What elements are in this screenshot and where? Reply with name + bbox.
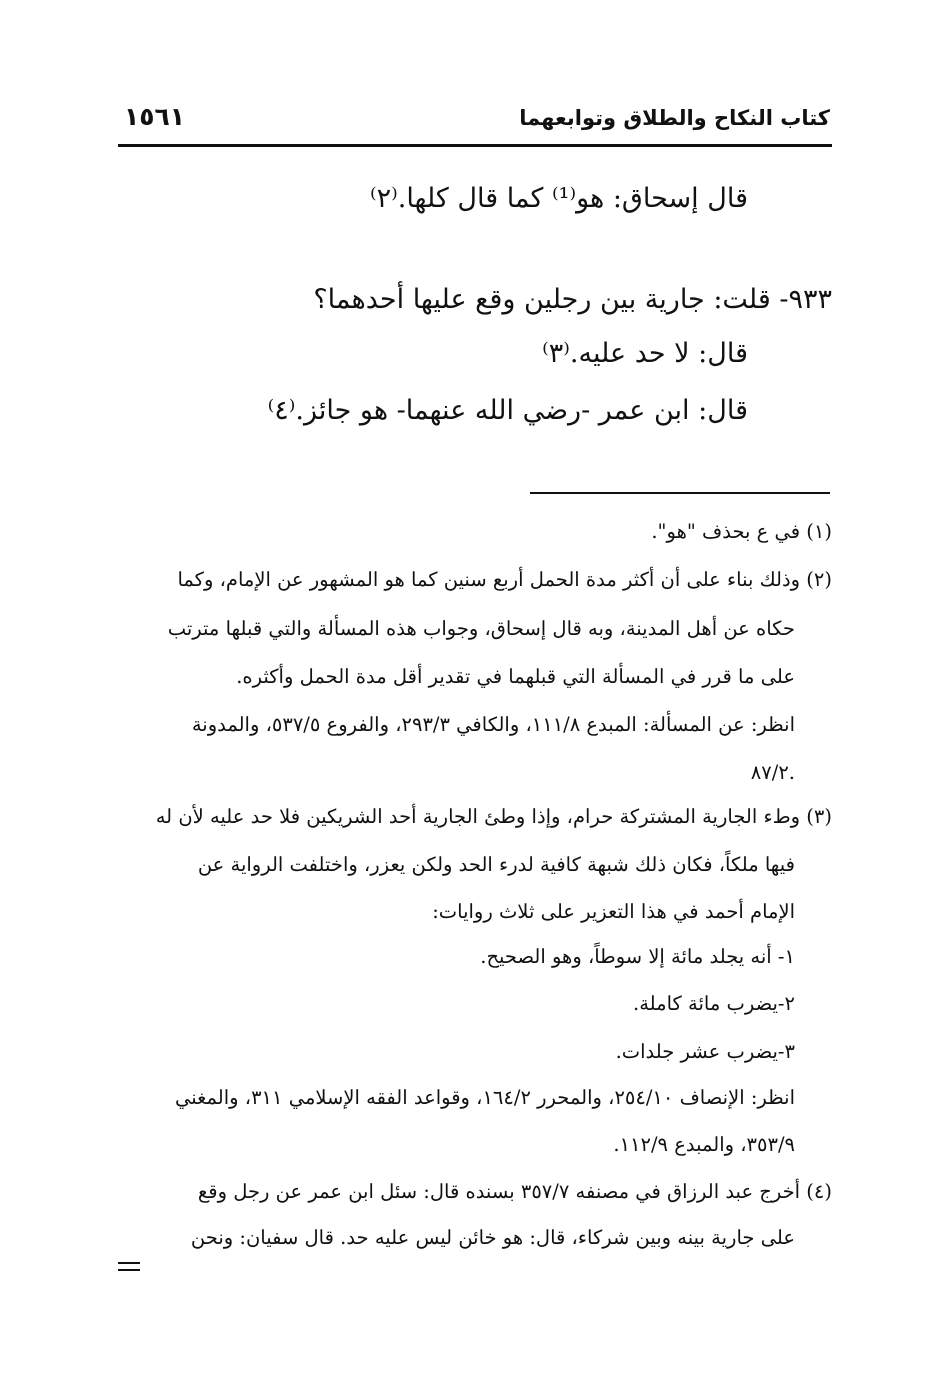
footnote-3-item-1: ١- أنه يجلد مائة إلا سوطاً، وهو الصحيح. xyxy=(480,945,795,968)
running-title: كتاب النكاح والطلاق وتوابعهما xyxy=(519,106,830,130)
footnote-4-line-2: على جارية بينه وبين شركاء، قال: هو خائن ليس عليه حد. قال سفيان: ونحن xyxy=(190,1226,795,1249)
footnote-2-line-3: على ما قرر في المسألة التي قبلهما في تقدير أقل مدة الحمل وأكثره. xyxy=(236,665,795,688)
footnote-3-line-1: (٣) وطء الجارية المشتركة حرام، وإذا وطئ الجارية أحد الشريكين فلا حد عليه لأن له xyxy=(155,805,832,828)
footnote-3-item-3: ٣-يضرب عشر جلدات. xyxy=(615,1040,795,1063)
footnote-2-line-5: ٨٧/٢. xyxy=(750,761,795,784)
answer-no-hadd: قال: لا حد عليه.⁽٣⁾ xyxy=(542,338,748,369)
footnote-3-line-7: انظر: الإنصاف ٢٥٤/١٠، والمحرر ١٦٤/٢، وقواعد الفقه الإسلامي ٣١١، والمغني xyxy=(174,1086,795,1109)
footnote-3-line-3: الإمام أحمد في هذا التعزير على ثلاث روايات: xyxy=(432,900,795,923)
footnote-3-line-2: فيها ملكاً، فكان ذلك شبهة كافية لدرء الحد ولكن يعزر، واختلفت الرواية عن xyxy=(197,853,795,876)
continuation-mark xyxy=(118,1262,140,1274)
footnote-3-line-8: ٣٥٣/٩، والمبدع ١١٢/٩. xyxy=(613,1133,795,1156)
footnote-4-line-1: (٤) أخرج عبد الرزاق في مصنفه ٣٥٧/٧ بسنده قال: سئل ابن عمر عن رجل وقع xyxy=(197,1180,832,1203)
header-rule xyxy=(118,144,832,147)
footnote-2-line-2: حكاه عن أهل المدينة، وبه قال إسحاق، وجواب هذه المسألة والتي قبلها مترتب xyxy=(167,617,795,640)
footnote-2-line-4: انظر: عن المسألة: المبدع ١١١/٨، والكافي ٢٩٣/٣، والفروع ٥٣٧/٥، والمدونة xyxy=(191,713,795,736)
footnote-2-line-1: (٢) وذلك بناء على أن أكثر مدة الحمل أربع سنين كما هو المشهور عن الإمام، وكما xyxy=(177,568,832,591)
footnote-3-item-2: ٢-يضرب مائة كاملة. xyxy=(633,992,795,1015)
page-number: ١٥٦١ xyxy=(124,102,186,131)
main-line-ishaq: قال إسحاق: هو⁽¹⁾ كما قال كلها.⁽٢⁾ xyxy=(369,183,748,214)
footnote-separator xyxy=(530,492,830,494)
answer-ibn-umar: قال: ابن عمر -رضي الله عنهما- هو جائز.⁽٤⁾ xyxy=(267,395,748,426)
footnote-1: (١) في ع بحذف "هو". xyxy=(651,520,832,543)
question-933: ٩٣٣- قلت: جارية بين رجلين وقع عليها أحدهما؟ xyxy=(313,284,832,315)
running-header xyxy=(118,100,830,140)
